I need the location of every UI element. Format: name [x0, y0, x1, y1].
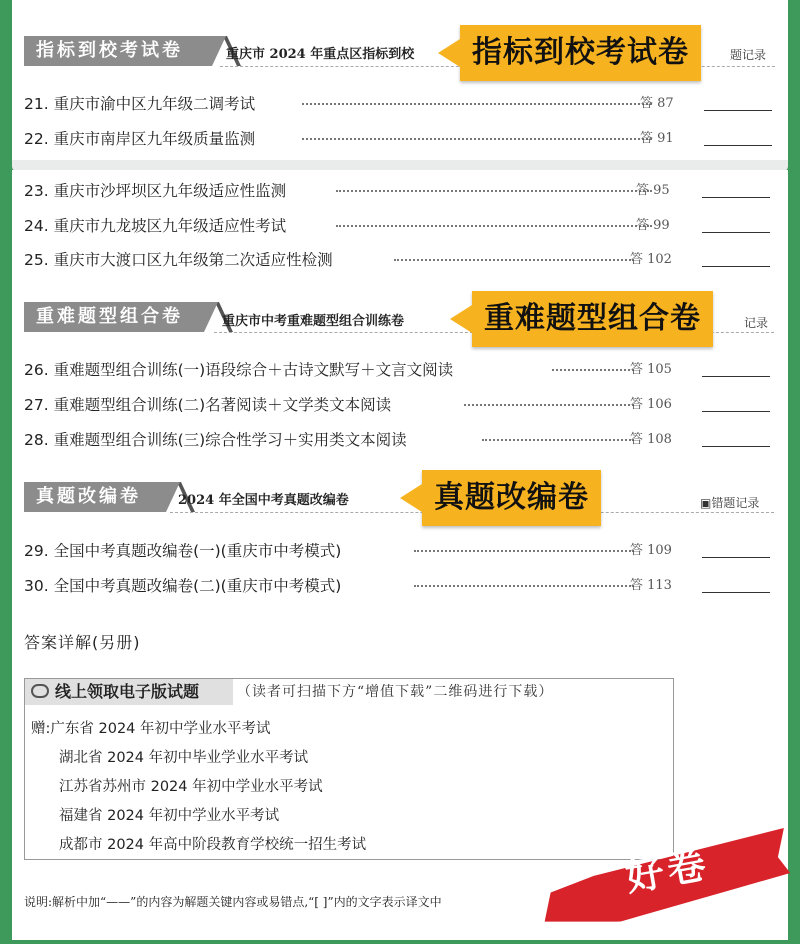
item-title: 24. 重庆市九龙坡区九年级适应性考试: [24, 217, 287, 235]
error-record-label: [700, 494, 759, 511]
gift-item: 赠:广东省 2024 年初中学业水平考试: [31, 721, 271, 737]
item-title: 28. 重难题型组合训练(三)综合性学习＋实用类文本阅读: [24, 431, 407, 449]
footer-note: 说明:解析中加“——”的内容为解题关键内容或易错点,“[ ]”内的文字表示译文中: [24, 895, 442, 909]
gift-item: 江苏省苏州市 2024 年初中学业水平考试: [59, 779, 323, 795]
answer-page: 答 87: [640, 96, 674, 111]
leader-dots: [302, 103, 652, 105]
section-subtitle: 重庆市 2024 年重点区指标到校: [226, 47, 415, 62]
list-item[interactable]: [24, 247, 774, 273]
stamp-text: 好卷: [622, 841, 713, 900]
list-item[interactable]: [24, 126, 774, 152]
error-record-label: 题记录: [730, 48, 767, 62]
notebook-icon: ▣: [700, 496, 712, 510]
section-tab-zhenti: [24, 482, 166, 512]
list-item[interactable]: [24, 573, 774, 599]
item-title: 21. 重庆市渝中区九年级二调考试: [24, 95, 256, 113]
error-record-text: 错题记录: [711, 496, 760, 510]
leader-dots: [394, 259, 634, 261]
answer-page: 答 113: [630, 578, 672, 593]
item-title: 30. 全国中考真题改编卷(二)(重庆市中考模式): [24, 577, 342, 595]
callout-zhibiao: 指标到校考试卷: [460, 25, 701, 81]
record-blank: [702, 266, 770, 267]
leader-dots: [414, 585, 634, 587]
record-blank: [702, 376, 770, 377]
list-item[interactable]: [24, 538, 774, 564]
record-blank: [702, 232, 770, 233]
section-tab-label: 指标到校考试卷: [36, 40, 183, 61]
cloud-download-icon: [31, 684, 49, 698]
leader-dots: [336, 190, 652, 192]
section-tab-zhongnan: [24, 302, 204, 332]
leader-dots: [482, 439, 634, 441]
record-blank: [704, 110, 772, 111]
answer-note: 答案详解(另册): [24, 633, 141, 652]
answer-page: 答 102: [630, 252, 672, 267]
record-blank: [702, 592, 770, 593]
item-title: 22. 重庆市南岸区九年级质量监测: [24, 130, 256, 148]
leader-dots: [302, 138, 652, 140]
online-download-box: [24, 678, 674, 860]
leader-dots: [336, 225, 652, 227]
answer-page: 答 95: [636, 183, 670, 198]
record-blank: [702, 446, 770, 447]
section-tab-label: 真题改编卷: [36, 486, 141, 507]
section-subtitle: 2024 年全国中考真题改编卷: [178, 493, 349, 508]
item-title: 25. 重庆市大渡口区九年级第二次适应性检测: [24, 251, 333, 269]
section-tab-zhibiao: [24, 36, 212, 66]
answer-page: 答 109: [630, 543, 672, 558]
item-title: 23. 重庆市沙坪坝区九年级适应性监测: [24, 182, 287, 200]
record-blank: [702, 557, 770, 558]
list-item[interactable]: [24, 427, 774, 453]
item-title: 26. 重难题型组合训练(一)语段综合＋古诗文默写＋文言文阅读: [24, 361, 454, 379]
item-title: 29. 全国中考真题改编卷(一)(重庆市中考模式): [24, 542, 342, 560]
list-item[interactable]: [24, 178, 774, 204]
list-item[interactable]: [24, 357, 774, 383]
answer-page: 答 108: [630, 432, 672, 447]
list-item[interactable]: [24, 213, 774, 239]
list-item[interactable]: [24, 392, 774, 418]
leader-dots: [464, 404, 634, 406]
list-item[interactable]: [24, 91, 774, 117]
answer-page: 答 99: [636, 218, 670, 233]
answer-page: 答 106: [630, 397, 672, 412]
section-tab-label: 重难题型组合卷: [36, 306, 183, 327]
record-blank: [704, 145, 772, 146]
gift-item: 福建省 2024 年初中学业水平考试: [59, 808, 280, 824]
online-heading-text: 线上领取电子版试题: [55, 682, 200, 701]
leader-dots: [414, 550, 634, 552]
callout-zhongnan: 重难题型组合卷: [472, 291, 713, 347]
record-blank: [702, 197, 770, 198]
answer-page: 答 91: [640, 131, 674, 146]
callout-zhenti: 真题改编卷: [422, 470, 601, 526]
item-title: 27. 重难题型组合训练(二)名著阅读＋文学类文本阅读: [24, 396, 392, 414]
gift-item: 湖北省 2024 年初中毕业学业水平考试: [59, 750, 309, 766]
leader-dots: [552, 369, 634, 371]
error-record-label: 记录: [744, 316, 769, 330]
section-subtitle: 重庆市中考重难题型组合训练卷: [222, 314, 405, 329]
gift-item: 成都市 2024 年高中阶段教育学校统一招生考试: [59, 837, 367, 853]
answer-page: 答 105: [630, 362, 672, 377]
online-heading[interactable]: [25, 679, 233, 705]
record-blank: [702, 411, 770, 412]
online-tip: （读者可扫描下方“增值下载”二维码进行下载）: [237, 684, 554, 700]
